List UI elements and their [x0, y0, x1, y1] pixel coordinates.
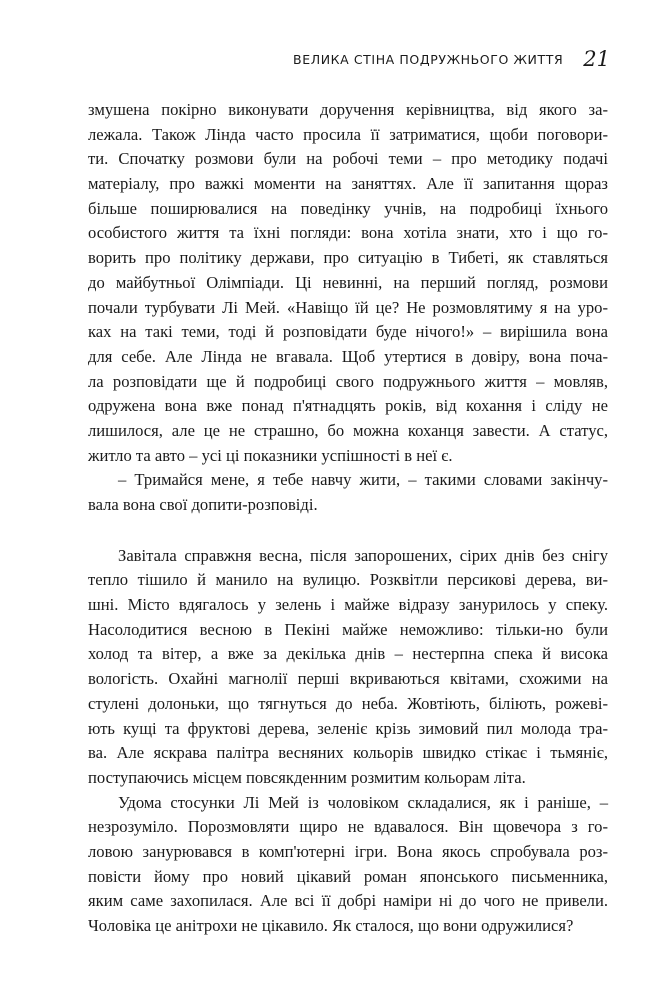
- text-line: яким саме захопилася. Але всі її добрі наміри ні до чого не привели.: [88, 891, 608, 911]
- text-line: ва. Але яскрава палітра весняних кольорів швидко стікає і тьмяніє,: [88, 743, 608, 763]
- text-line: житло та авто – усі ці показники успішності в неї є.: [88, 445, 453, 465]
- text-line: стулені долоньки, що тягнуться до неба. Жовтіють, біліють, рожеві-: [88, 693, 608, 713]
- text-line: матеріалу, про важкі моменти на заняттях. Але її запитання щораз: [88, 174, 608, 194]
- text-line: лежала. Також Лінда часто просила її затриматися, щоби поговори-: [88, 124, 608, 144]
- text-line: до майбутньої Олімпіади. Ці невинні, на перший погляд, розмови: [88, 272, 608, 292]
- text-line: ти. Спочатку розмови були на робочі теми – про методику подачі: [88, 149, 608, 169]
- text-line: лишилося, але це не страшно, бо можна коханця завести. А статус,: [88, 420, 608, 440]
- body-text: [88, 98, 608, 939]
- text-line: Завітала справжня весна, після запорошених, сірих днів без снігу: [118, 545, 608, 565]
- paragraph: [88, 468, 608, 517]
- text-line: змушена покірно виконувати доручення керівництва, від якого за-: [88, 100, 608, 119]
- text-line: Чоловіка це анітрохи не цікавило. Як сталося, що вони одружилися?: [88, 916, 574, 935]
- text-line: – Тримайся мене, я тебе навчу жити, – такими словами закінчу-: [118, 470, 608, 490]
- page-number: 21: [583, 47, 610, 71]
- text-line: ловою занурювався в комп'ютерні ігри. Вона якось спробувала роз-: [88, 841, 608, 861]
- text-line: ках на такі теми, тоді й розповідати буде нічого!» – вирішила вона: [88, 322, 608, 342]
- text-line: особистого життя та їхні погляди: вона хотіла знати, хто і що го-: [88, 223, 608, 243]
- paragraph: [88, 98, 608, 468]
- text-line: тепло тішило й манило на вулицю. Розквітли персикові дерева, ви-: [88, 570, 608, 590]
- text-line: незрозуміло. Порозмовляти щиро не вдавалося. Він щовечора з го-: [88, 817, 608, 837]
- text-line: одружена вона вже понад п'ятнадцять років, від кохання і сліду не: [88, 396, 608, 416]
- text-line: поступаючись місцем повсякденним розмитим кольорам літа.: [88, 767, 526, 787]
- text-line: повісти йому про новий цікавий роман японського письменника,: [88, 866, 608, 886]
- section-break: [88, 518, 608, 544]
- text-line: більше поширювалися на поведінку учнів, на подробиці їхнього: [88, 198, 608, 218]
- text-line: почали турбувати Лі Мей. «Навіщо їй це? Не розмовлятиму я на уро-: [88, 297, 608, 317]
- text-line: холод та вітер, а вже за декілька днів – нестерпна спека й висока: [88, 644, 608, 664]
- running-title: ВЕЛИКА СТІНА ПОДРУЖНЬОГО ЖИТТЯ: [293, 51, 564, 67]
- text-line: Удома стосунки Лі Мей із чоловіком складалися, як і раніше, –: [118, 792, 608, 812]
- paragraph: [88, 544, 608, 791]
- text-line: ворить про політику держави, про ситуацію в Тибеті, як ставляться: [88, 248, 608, 268]
- text-line: ла розповідати ще й подробиці свого подружнього життя – мовляв,: [88, 371, 608, 391]
- text-line: шні. Місто вдягалось у зелень і майже відразу занурилось у спеку.: [88, 595, 608, 615]
- text-line: Насолодитися весною в Пекіні майже неможливо: тільки-но були: [88, 619, 608, 639]
- text-line: ють кущі та фруктові дерева, зеленіє крізь зимовий пил молода тра-: [88, 718, 608, 738]
- text-line: вала вона свої допити-розповіді.: [88, 495, 318, 514]
- running-header: [293, 44, 610, 74]
- text-line: вологість. Охайні магнолії перші вкриваються квітами, схожими на: [88, 669, 608, 689]
- paragraph: [88, 791, 608, 939]
- text-line: для себе. Але Лінда не вгавала. Щоб утертися в довіру, вона поча-: [88, 346, 608, 366]
